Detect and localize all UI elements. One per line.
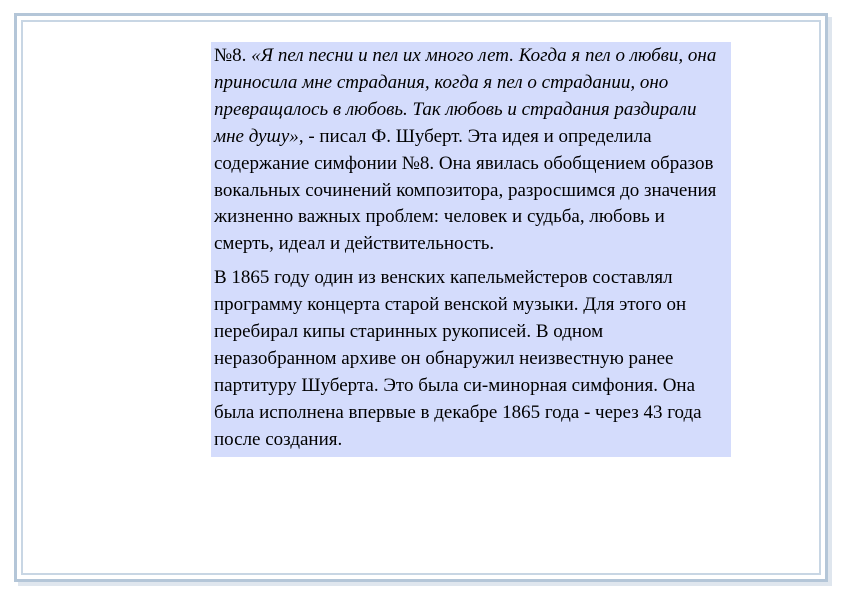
paragraph-discovery: В 1865 году один из венских капельмейстеров составлял программу концерта старой венской музыки. Для этого он перебирал кипы старинных рукописей. В одном неразобранном архиве он обнаружил неизвестную ранее партитуру Шуберта. Это была си-минорная симфония. Она была исполнена впервые в декабре 1865 года - через 43 года после создания. <box>214 267 702 450</box>
paragraph-continuation: , - писал Ф. Шуберт. Эта идея и определила содержание симфонии №8. Она явилась обобщением образов вокальных сочинений композитора, разросшимся до значения жизненно важных проблем: человек и судьба, любовь и смерть, идеал и действительность. <box>214 125 717 255</box>
paragraph-schubert-quote <box>214 43 728 258</box>
schubert-quote: «Я пел песни и пел их много лет. Когда я пел о любви, она приносила мне страдания, когда я пел о страдании, оно превращалось в любовь. Так любовь и страдания раздирали мне душу» <box>214 45 717 147</box>
frame-shadow-bottom <box>18 582 832 586</box>
text-box <box>211 42 731 457</box>
frame-shadow-right <box>828 17 832 586</box>
paragraph-number: №8. <box>214 45 252 66</box>
